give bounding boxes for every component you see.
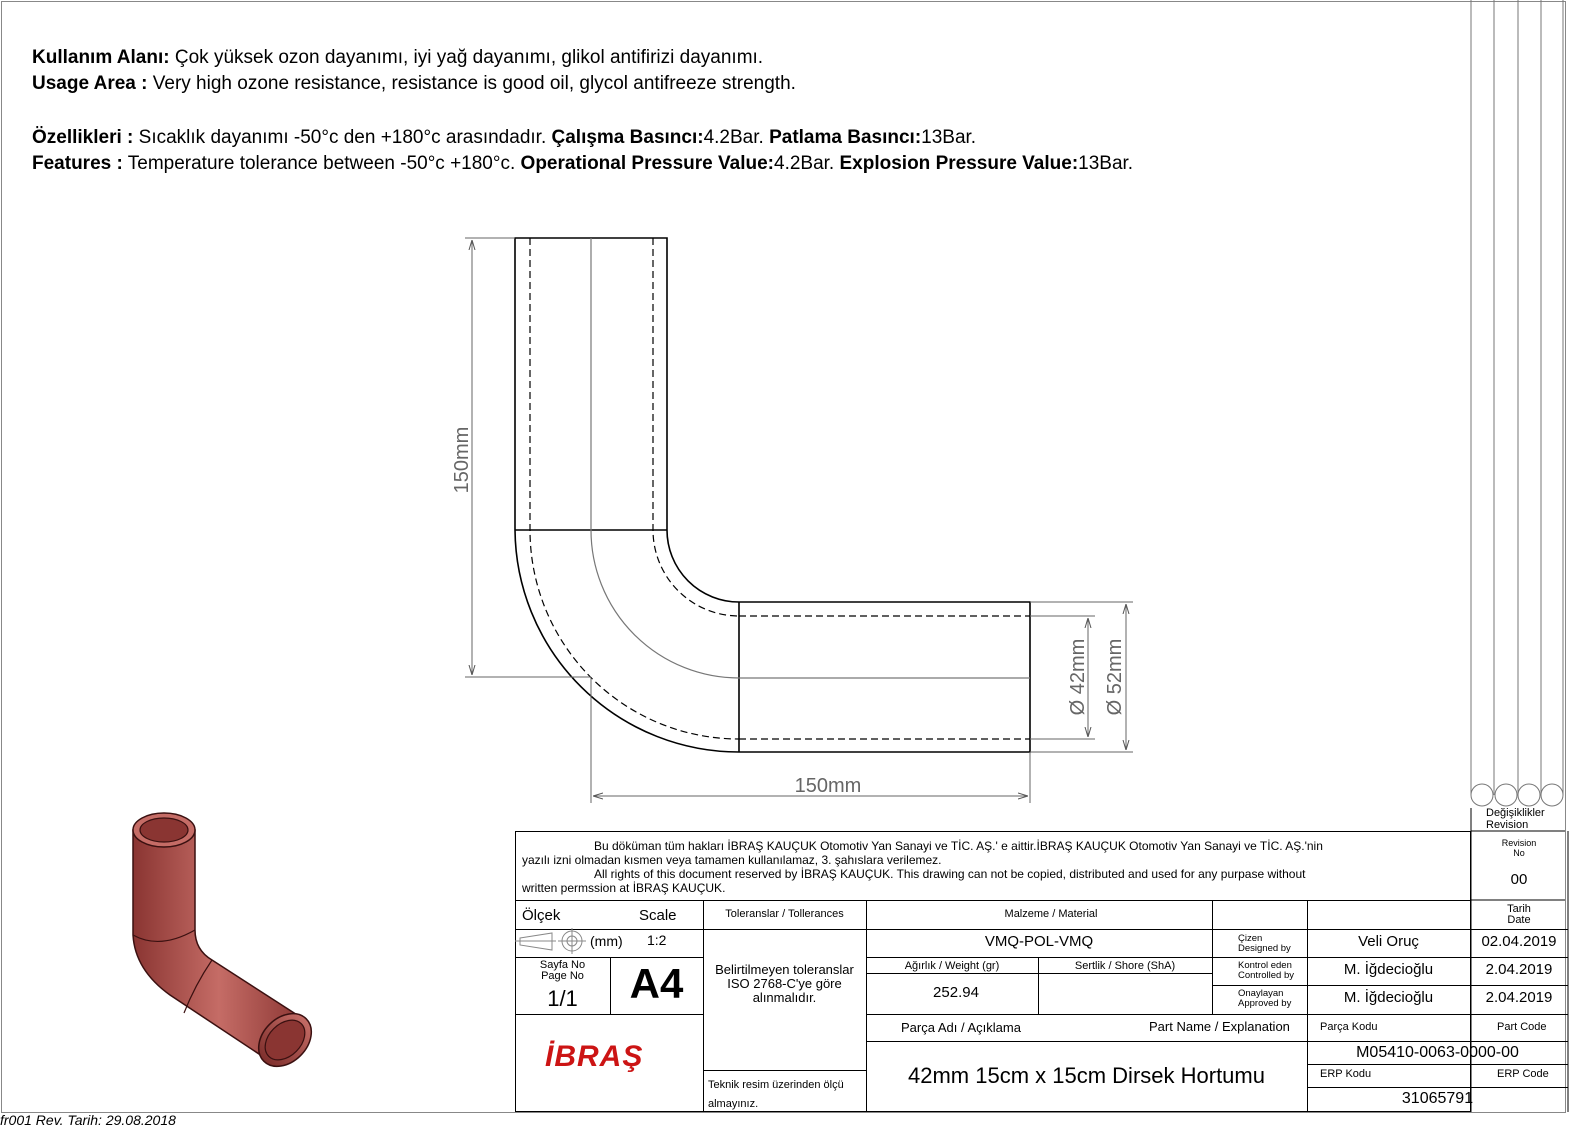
approved-name: M. İğdecioğlu: [1343, 989, 1434, 1006]
part-code-label-tr: Parça Kodu: [1320, 1021, 1378, 1033]
weight-value: 252.94: [933, 984, 979, 1001]
features-tr: Özellikleri : Sıcaklık dayanımı -50°c den +180°c arasındadır. Çalışma Basıncı:4.2Bar. Patlama Basıncı:13Bar.: [32, 127, 977, 148]
scale-value: 1:2: [647, 932, 667, 948]
revision-no-value: 00: [1510, 871, 1528, 888]
rights-notice-en-2: written permssion at İBRAŞ KAUÇUK.: [522, 881, 726, 895]
designed-name: Veli Oruç: [1358, 933, 1419, 950]
features-en: Features : Temperature tolerance between -50°c +180°c. Operational Pressure Value:4.2Bar. Explosion Pressure Value:13Bar.: [32, 153, 1134, 174]
tolerances-text: Belirtilmeyen toleranslar ISO 2768-C'ye göre alınmalıdır.: [715, 962, 854, 1005]
designed-date: 02.04.2019: [1481, 933, 1557, 950]
dim-outer-label: Ø 52mm: [1104, 638, 1126, 716]
rights-notice-en-1: All rights of this document reserved by İBRAŞ KAUÇUK. This drawing can not be copied, distributed and used for any purpase without: [594, 867, 1306, 881]
part-code-value: M05410-0063-0000-00: [1356, 1044, 1519, 1061]
usage-area-en: Usage Area : Very high ozone resistance, resistance is good oil, glycol antifreeze strength.: [32, 73, 796, 94]
scale-label-en: Scale: [639, 907, 677, 924]
revision-no-label: Revision No: [1501, 838, 1537, 858]
company-logo: İBRAŞ: [545, 1040, 644, 1073]
part-code-label-en: Part Code: [1497, 1021, 1547, 1033]
rights-notice-tr-1: Bu döküman tüm hakları İBRAŞ KAUÇUK Otomotiv Yan Sanayi ve TİC. AŞ.' e aittir.İBRAŞ KAUÇUK Otomotiv Yan Sanayi ve TİC. AŞ.'nin: [594, 839, 1323, 853]
controlled-date: 2.04.2019: [1485, 961, 1553, 978]
rights-notice-tr-2: yazılı izni olmadan kısmen veya tamamen kullanılamaz, 3. şahıslara verilemez.: [522, 853, 942, 867]
erp-code-label-tr: ERP Kodu: [1320, 1068, 1372, 1080]
revision-title: Değişiklikler Revision: [1486, 807, 1545, 831]
designed-label: Çizen Designed by: [1238, 933, 1291, 954]
material-label: Malzeme / Material: [1004, 908, 1098, 920]
dim-height-label: 150mm: [451, 426, 473, 494]
approved-label: Onaylayan Approved by: [1238, 988, 1292, 1009]
controlled-name: M. İğdecioğlu: [1343, 961, 1434, 978]
revision-date-label: Tarih Date: [1507, 903, 1531, 926]
no-measure-note: Teknik resim üzerinden ölçü almayınız.: [708, 1079, 844, 1110]
projection-symbol: [515, 928, 586, 954]
erp-code-label-en: ERP Code: [1497, 1068, 1549, 1080]
scale-unit: (mm): [590, 933, 623, 949]
usage-area-tr: Kullanım Alanı: Çok yüksek ozon dayanımı, iyi yağ dayanımı, glikol antifirizi dayanımı.: [32, 47, 764, 68]
part-name-label-tr: Parça Adı / Açıklama: [901, 1020, 1021, 1035]
scale-label-tr: Ölçek: [522, 907, 561, 924]
shore-label: Sertlik / Shore (ShA): [1074, 960, 1176, 972]
material-value: VMQ-POL-VMQ: [984, 933, 1094, 950]
page-no-label: Sayfa No Page No: [539, 959, 586, 982]
page-no-value: 1/1: [547, 986, 578, 1011]
controlled-label: Kontrol eden Controlled by: [1238, 960, 1294, 981]
part-name-label-en: Part Name / Explanation: [1149, 1019, 1290, 1034]
form-revision: fr001 Rev. Tarih: 29.08.2018: [0, 1112, 176, 1128]
weight-label: Ağırlık / Weight (gr): [904, 960, 1000, 972]
tolerances-label: Toleranslar / Tollerances: [725, 908, 844, 920]
approved-date: 2.04.2019: [1485, 989, 1553, 1006]
erp-code-value: 31065791: [1401, 1090, 1474, 1107]
part-name-value: 42mm 15cm x 15cm Dirsek Hortumu: [908, 1063, 1265, 1088]
paper-size: A4: [629, 960, 684, 1007]
dim-width-label: 150mm: [794, 775, 862, 797]
dim-inner-label: Ø 42mm: [1067, 638, 1089, 716]
